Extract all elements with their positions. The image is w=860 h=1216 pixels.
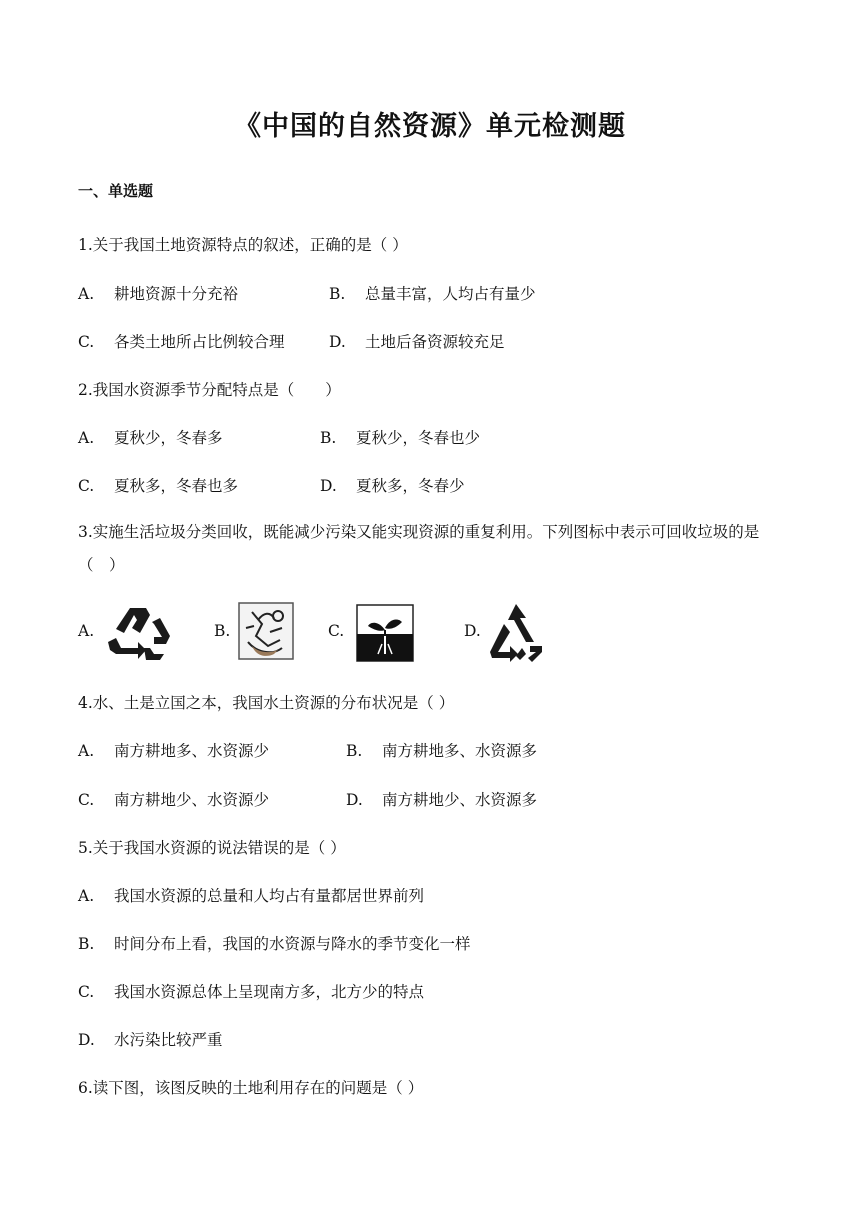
- option-text: 夏秋多，冬春少: [356, 477, 465, 495]
- recycle-triangle-icon: [104, 602, 172, 666]
- option-letter: A.: [78, 285, 95, 303]
- option-text: 夏秋少，冬春也少: [356, 429, 481, 447]
- option-text: 夏秋多，冬春也多: [114, 477, 239, 495]
- option-letter: D.: [346, 791, 363, 809]
- option-text: 南方耕地多、水资源少: [114, 742, 270, 760]
- option-letter: D.: [329, 333, 346, 351]
- question-2-option-b[interactable]: [320, 426, 480, 448]
- question-2-option-c[interactable]: [78, 474, 238, 496]
- question-5-stem: 5.关于我国水资源的说法错误的是（ ）: [78, 839, 346, 857]
- option-text: 水污染比较严重: [114, 1031, 223, 1049]
- question-3-icon-options: [78, 600, 578, 670]
- option-letter: A.: [78, 887, 95, 905]
- option-text: 时间分布上看，我国的水资源与降水的季节变化一样: [114, 935, 471, 953]
- option-letter: C.: [78, 333, 95, 351]
- question-5-option-b[interactable]: [78, 932, 471, 954]
- option-letter: A.: [78, 622, 95, 640]
- pictogram-icon: [238, 602, 294, 660]
- option-letter: C.: [78, 477, 95, 495]
- option-letter: D.: [320, 477, 337, 495]
- plant-sign-icon: [356, 604, 414, 662]
- option-letter: B.: [320, 429, 337, 447]
- question-2-option-a[interactable]: [78, 426, 223, 448]
- option-letter: D.: [464, 622, 481, 640]
- option-letter: B.: [78, 935, 95, 953]
- question-1-option-b[interactable]: [329, 282, 536, 304]
- question-4-option-d[interactable]: [346, 788, 537, 810]
- question-4-option-c[interactable]: [78, 788, 269, 810]
- question-3-stem: 3.实施生活垃圾分类回收，既能减少污染又能实现资源的重复利用。下列图标中表示可回收垃圾的是（ ）: [78, 523, 760, 574]
- option-text: 南方耕地少、水资源多: [382, 791, 538, 809]
- option-text: 总量丰富，人均占有量少: [365, 285, 536, 303]
- question-1-stem: 1.关于我国土地资源特点的叙述，正确的是（ ）: [78, 236, 408, 254]
- question-1-option-c[interactable]: [78, 330, 285, 352]
- question-4-stem: 4.水、土是立国之本，我国水土资源的分布状况是（ ）: [78, 694, 455, 712]
- option-text: 我国水资源的总量和人均占有量都居世界前列: [114, 887, 425, 905]
- question-2-stem: 2.我国水资源季节分配特点是（ ）: [78, 381, 341, 399]
- question-5-option-a[interactable]: [78, 884, 424, 906]
- section-heading: 一、单选题: [78, 182, 154, 200]
- option-text: 土地后备资源较充足: [365, 333, 505, 351]
- option-text: 我国水资源总体上呈现南方多，北方少的特点: [114, 983, 425, 1001]
- option-text: 夏秋少，冬春多: [114, 429, 223, 447]
- option-letter: C.: [328, 622, 345, 640]
- recycle-arrows-icon: [486, 602, 546, 666]
- document-title: 《中国的自然资源》单元检测题: [234, 111, 626, 142]
- option-text: 各类土地所占比例较合理: [114, 333, 285, 351]
- question-4-option-b[interactable]: [346, 739, 537, 761]
- question-2-option-d[interactable]: [320, 474, 465, 496]
- option-text: 南方耕地少、水资源少: [114, 791, 270, 809]
- option-letter: B.: [214, 622, 231, 640]
- option-letter: A.: [78, 742, 95, 760]
- question-1-option-d[interactable]: [329, 330, 505, 352]
- option-letter: B.: [346, 742, 363, 760]
- question-6-stem: 6.读下图，该图反映的土地利用存在的问题是（ ）: [78, 1079, 424, 1097]
- option-letter: C.: [78, 983, 95, 1001]
- option-text: 南方耕地多、水资源多: [382, 742, 538, 760]
- option-letter: B.: [329, 285, 346, 303]
- option-letter: D.: [78, 1031, 95, 1049]
- option-letter: A.: [78, 429, 95, 447]
- question-1-option-a[interactable]: [78, 282, 238, 304]
- question-5-option-c[interactable]: [78, 980, 424, 1002]
- question-5-option-d[interactable]: [78, 1028, 223, 1050]
- option-text: 耕地资源十分充裕: [114, 285, 239, 303]
- option-letter: C.: [78, 791, 95, 809]
- question-4-option-a[interactable]: [78, 739, 269, 761]
